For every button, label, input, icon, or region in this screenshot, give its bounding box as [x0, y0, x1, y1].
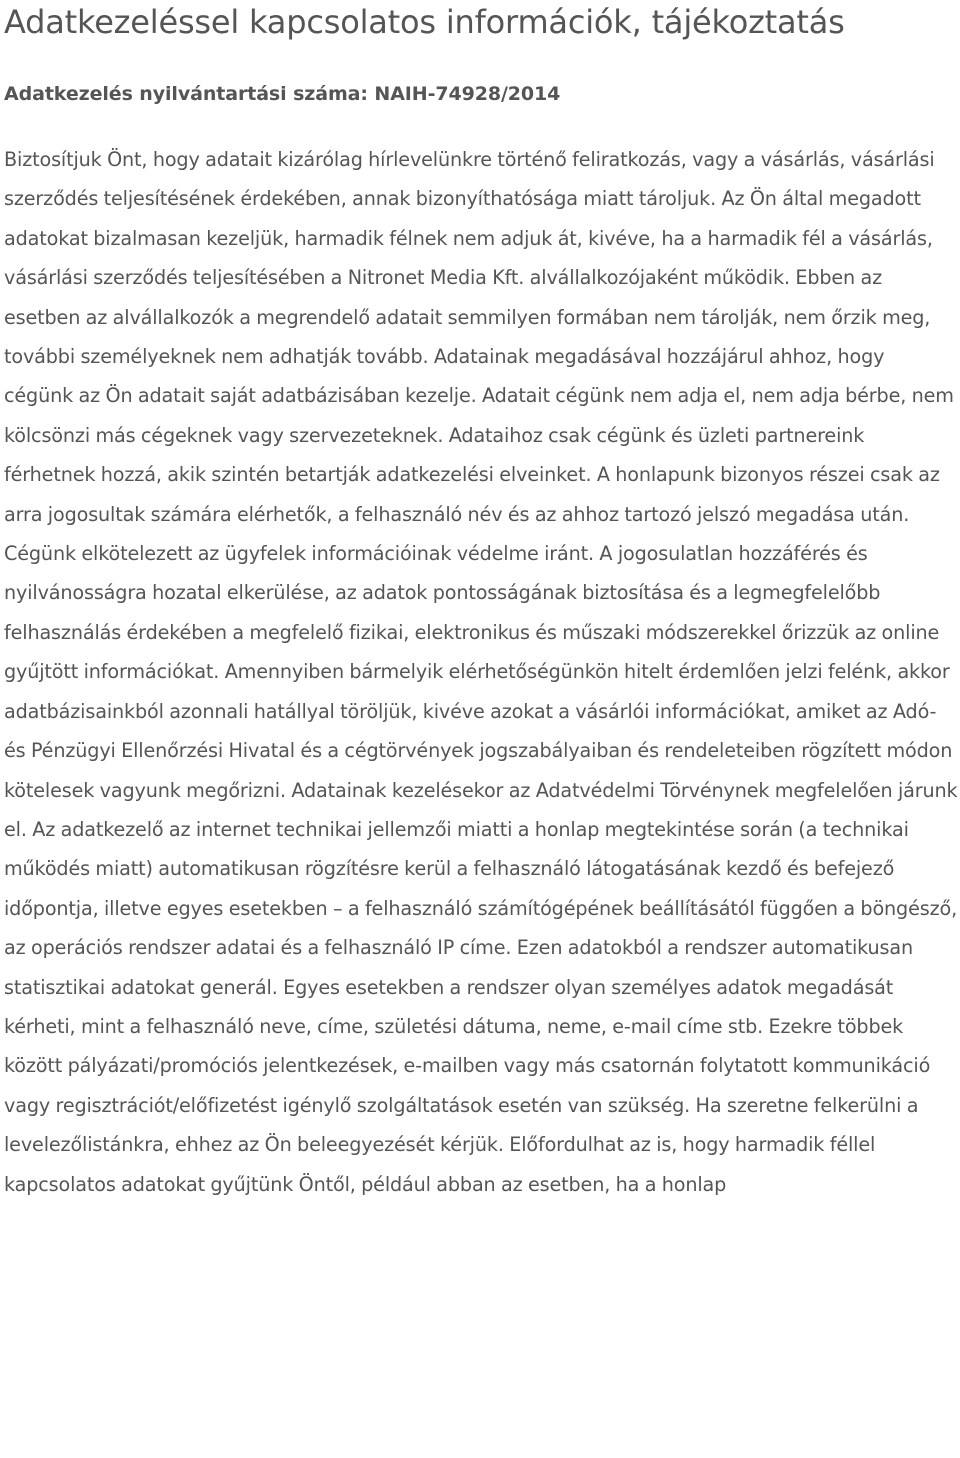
- body-paragraph: Biztosítjuk Önt, hogy adatait kizárólag hírlevelünkre történő feliratkozás, vagy a vásárlás, vásárlási szerződés teljesítésének érdekében, annak bizonyíthatósága miatt tároljuk. Az Ön által megadott adatokat bizalmasan kezeljük, harmadik félnek nem adjuk át, kivéve, ha a harmadik fél a vásárlás, vásárlási szerződés teljesítésében a Nitronet Media Kft. alvállalkozójaként működik. Ebben az esetben az alvállalkozók a megrendelő adatait semmilyen formában nem tárolják, nem őrzik meg, további személyeknek nem adhatják tovább. Adatainak megadásával hozzájárul ahhoz, hogy cégünk az Ön adatait saját adatbázisában kezelje. Adatait cégünk nem adja el, nem adja bérbe, nem kölcsönzi más cégeknek vagy szervezeteknek. Adataihoz csak cégünk és üzleti partnereink férhetnek hozzá, akik szintén betartják adatkezelési elveinket. A honlapunk bizonyos részei csak az arra jogosultak számára elérhetők, a felhasználó név és az ahhoz tartozó jelszó megadása után. Cégünk elkötelezett az ügyfelek információinak védelme iránt. A jogosulatlan hozzáférés és nyilvánosságra hozatal elkerülése, az adatok pontosságának biztosítása és a legmegfelelőbb felhasználás érdekében a megfelelő fizikai, elektronikus és műszaki módszerekkel őrizzük az online gyűjtött információkat. Amennyiben bármelyik elérhetőségünkön hitelt érdemlően jelzi felénk, akkor adatbázisainkból azonnali hatállyal töröljük, kivéve azokat a vásárlói információkat, amiket az Adó- és Pénzügyi Ellenőrzési Hivatal és a cégtörvények jogszabályaiban és rendeleteiben rögzített módon kötelesek vagyunk megőrizni. Adatainak kezelésekor az Adatvédelmi Törvénynek megfelelően járunk el. Az adatkezelő az internet technikai jellemzői miatti a honlap megtekintése során (a technikai működés miatt) automatikusan rögzítésre kerül a felhasználó látogatásának kezdő és befejező időpontja, illetve egyes esetekben – a felhasználó számítógépének beállításától függően a böngésző, az operációs rendszer adatai és a felhasználó IP címe. Ezen adatokból a rendszer automatikusan statisztikai adatokat generál. Egyes esetekben a rendszer olyan személyes adatok megadását kérheti, mint a felhasználó neve, címe, születési dátuma, neme, e-mail címe stb. Ezekre többek között pályázati/promóciós jelentkezések, e-mailben vagy más csatornán folytatott kommunikáció vagy regisztrációt/előfizetést igénylő szolgáltatások esetén van szükség. Ha szeretne felkerülni a levelezőlistánkra, ehhez az Ön beleegyezését kérjük. Előfordulhat az is, hogy harmadik féllel kapcsolatos adatokat gyűjtünk Öntől, például abban az esetben, ha a honlap: [4, 148, 958, 1196]
- page-title: Adatkezeléssel kapcsolatos információk, tájékoztatás: [4, 3, 845, 41]
- registration-number: Adatkezelés nyilvántartási száma: NAIH-74928/2014: [4, 83, 561, 105]
